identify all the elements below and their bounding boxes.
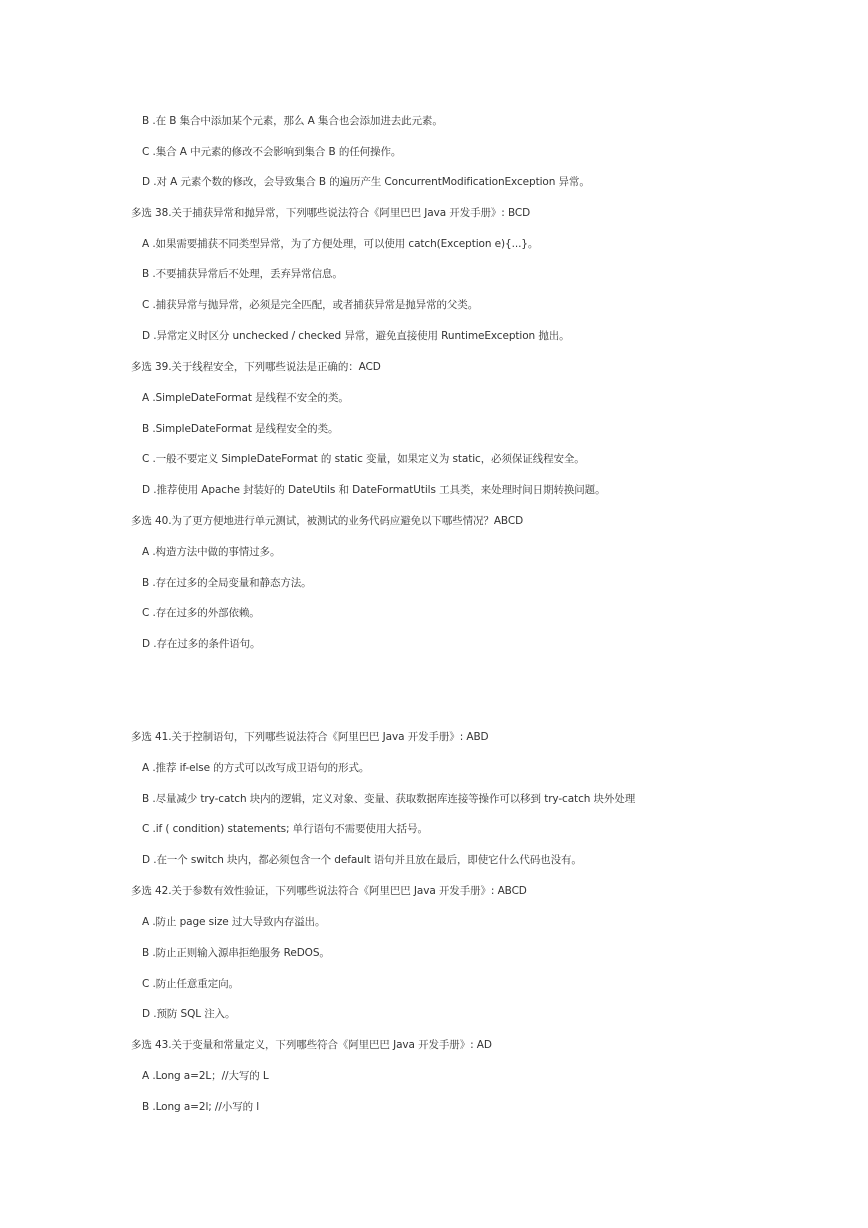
option-b: B .不要捕获异常后不处理，丢弃异常信息。 [142,268,343,280]
option-d: D .存在过多的条件语句。 [142,638,261,650]
option-b: B .存在过多的全局变量和静态方法。 [142,577,312,589]
question-40: 多选 40.为了更方便地进行单元测试，被测试的业务代码应避免以下哪些情况？ABCD [131,515,524,527]
option-c: C .一般不要定义 SimpleDateFormat 的 static 变量，如果定义为 static，必须保证线程安全。 [142,453,585,465]
option-c: C .集合 A 中元素的修改不会影响到集合 B 的任何操作。 [142,146,402,158]
option-c: C .存在过多的外部依赖。 [142,607,260,619]
option-a: A .如果需要捕获不同类型异常，为了方便处理，可以使用 catch(Exception e){...}。 [142,238,539,250]
option-b: B .SimpleDateFormat 是线程安全的类。 [142,423,339,435]
option-d: D .预防 SQL 注入。 [142,1008,236,1020]
option-a: A .防止 page size 过大导致内存溢出。 [142,916,326,928]
option-a: A .Long a=2L；//大写的 L [142,1070,269,1082]
option-d: D .异常定义时区分 unchecked / checked 异常，避免直接使用 RuntimeException 抛出。 [142,330,570,342]
option-a: A .构造方法中做的事情过多。 [142,546,281,558]
option-a: A .SimpleDateFormat 是线程不安全的类。 [142,392,349,404]
option-b: B .防止正则输入源串拒绝服务 ReDOS。 [142,947,330,959]
option-b: B .尽量减少 try-catch 块内的逻辑，定义对象、变量、获取数据库连接等操作可以移到 try-catch 块外处理 [142,793,636,805]
option-d: D .推荐使用 Apache 封装好的 DateUtils 和 DateFormatUtils 工具类，来处理时间日期转换问题。 [142,484,606,496]
question-43: 多选 43.关于变量和常量定义，下列哪些符合《阿里巴巴 Java 开发手册》: AD [131,1039,492,1051]
option-c: C .捕获异常与抛异常，必须是完全匹配，或者捕获异常是抛异常的父类。 [142,299,479,311]
option-d: D .对 A 元素个数的修改，会导致集合 B 的遍历产生 ConcurrentModificationException 异常。 [142,176,590,188]
question-42: 多选 42.关于参数有效性验证，下列哪些说法符合《阿里巴巴 Java 开发手册》: ABCD [131,885,527,897]
option-a: A .推荐 if-else 的方式可以改写成卫语句的形式。 [142,762,370,774]
option-b: B .在 B 集合中添加某个元素，那么 A 集合也会添加进去此元素。 [142,115,443,127]
option-d: D .在一个 switch 块内，都必须包含一个 default 语句并且放在最后，即使它什么代码也没有。 [142,854,582,866]
question-38: 多选 38.关于捕获异常和抛异常，下列哪些说法符合《阿里巴巴 Java 开发手册》: BCD [131,207,531,219]
option-c: C .防止任意重定向。 [142,978,239,990]
question-41: 多选 41.关于控制语句，下列哪些说法符合《阿里巴巴 Java 开发手册》: ABD [131,731,489,743]
question-39: 多选 39.关于线程安全，下列哪些说法是正确的：ACD [131,361,381,373]
option-c: C .if ( condition) statements; 单行语句不需要使用大括号。 [142,823,428,835]
option-b: B .Long a=2l; //小写的 l [142,1101,260,1113]
